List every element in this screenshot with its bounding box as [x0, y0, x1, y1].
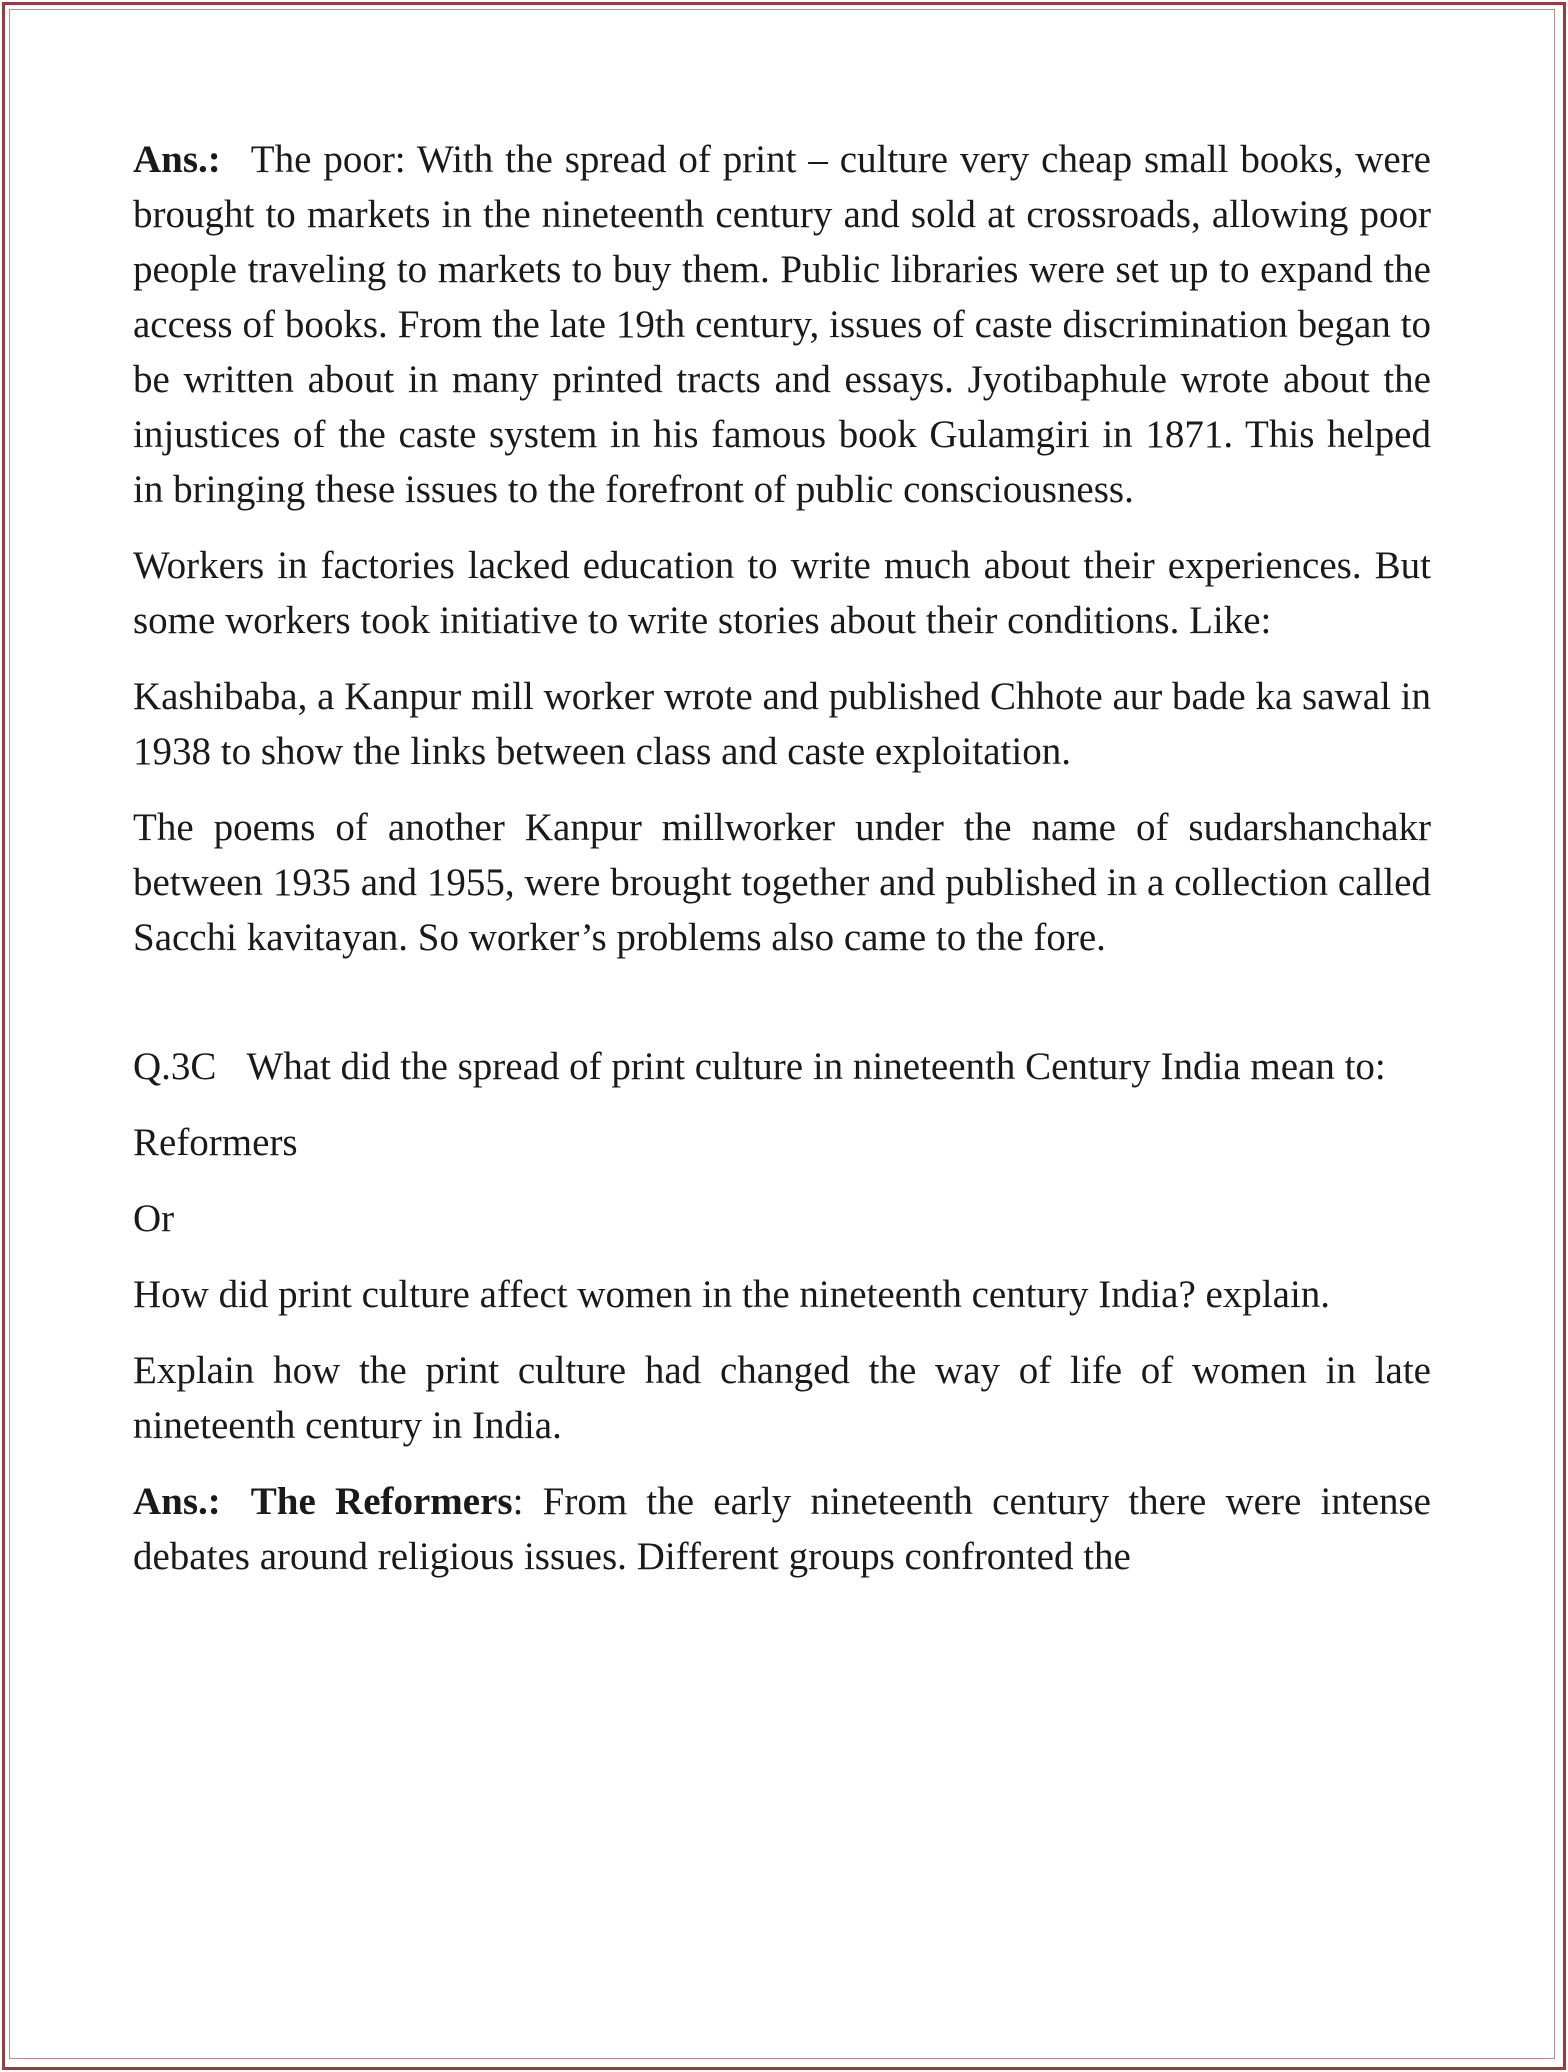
question-or: Or — [133, 1197, 175, 1240]
answer-text: The poor: With the spread of print – culture very cheap small books, were brought to markets in the nineteenth century and sold at crossroads, allowing poor people traveling to markets to buy them. Public libraries were set up to expand the access of books. From the late 19th century, issues of caste discrimination began to be written about in many printed tracts and essays. Jyotibaphule wrote about the injustices of the caste system in his famous book Gulamgiri in 1871. This helped in bringing these issues to the forefront of public consciousness. — [133, 138, 1431, 511]
answer-paragraph-reformers — [133, 1474, 1431, 1584]
question-alternative-1: How did print culture affect women in the nineteenth century India? explain. — [133, 1273, 1331, 1316]
question-option-reformers: Reformers — [133, 1121, 298, 1164]
question-alternative-2: Explain how the print culture had changed the way of life of women in late nineteenth century in India. — [133, 1349, 1431, 1447]
question-paragraph — [133, 1039, 1431, 1094]
question-number: Q.3C — [133, 1045, 217, 1088]
answer-text: : From the early nineteenth century there were intense debates around religious issues. Different groups confronted the — [133, 1480, 1431, 1578]
paragraph-workers: Workers in factories lacked education to write much about their experiences. But some workers took initiative to write stories about their conditions. Like: — [133, 544, 1431, 642]
answer-label: Ans.: — [133, 138, 221, 181]
answer-label: Ans.: — [133, 1480, 221, 1523]
question-text: What did the spread of print culture in nineteenth Century India mean to: — [246, 1045, 1386, 1088]
document-body — [133, 132, 1431, 1605]
answer-paragraph-poor — [133, 132, 1431, 517]
paragraph-kashibaba: Kashibaba, a Kanpur mill worker wrote and published Chhote aur bade ka sawal in 1938 to show the links between class and caste exploitation. — [133, 675, 1431, 773]
paragraph-poems: The poems of another Kanpur millworker under the name of sudarshanchakr between 1935 and 1955, were brought together and published in a collection called Sacchi kavitayan. So worker’s problems also came to the fore. — [133, 806, 1431, 959]
answer-heading: The Reformers — [250, 1480, 513, 1523]
